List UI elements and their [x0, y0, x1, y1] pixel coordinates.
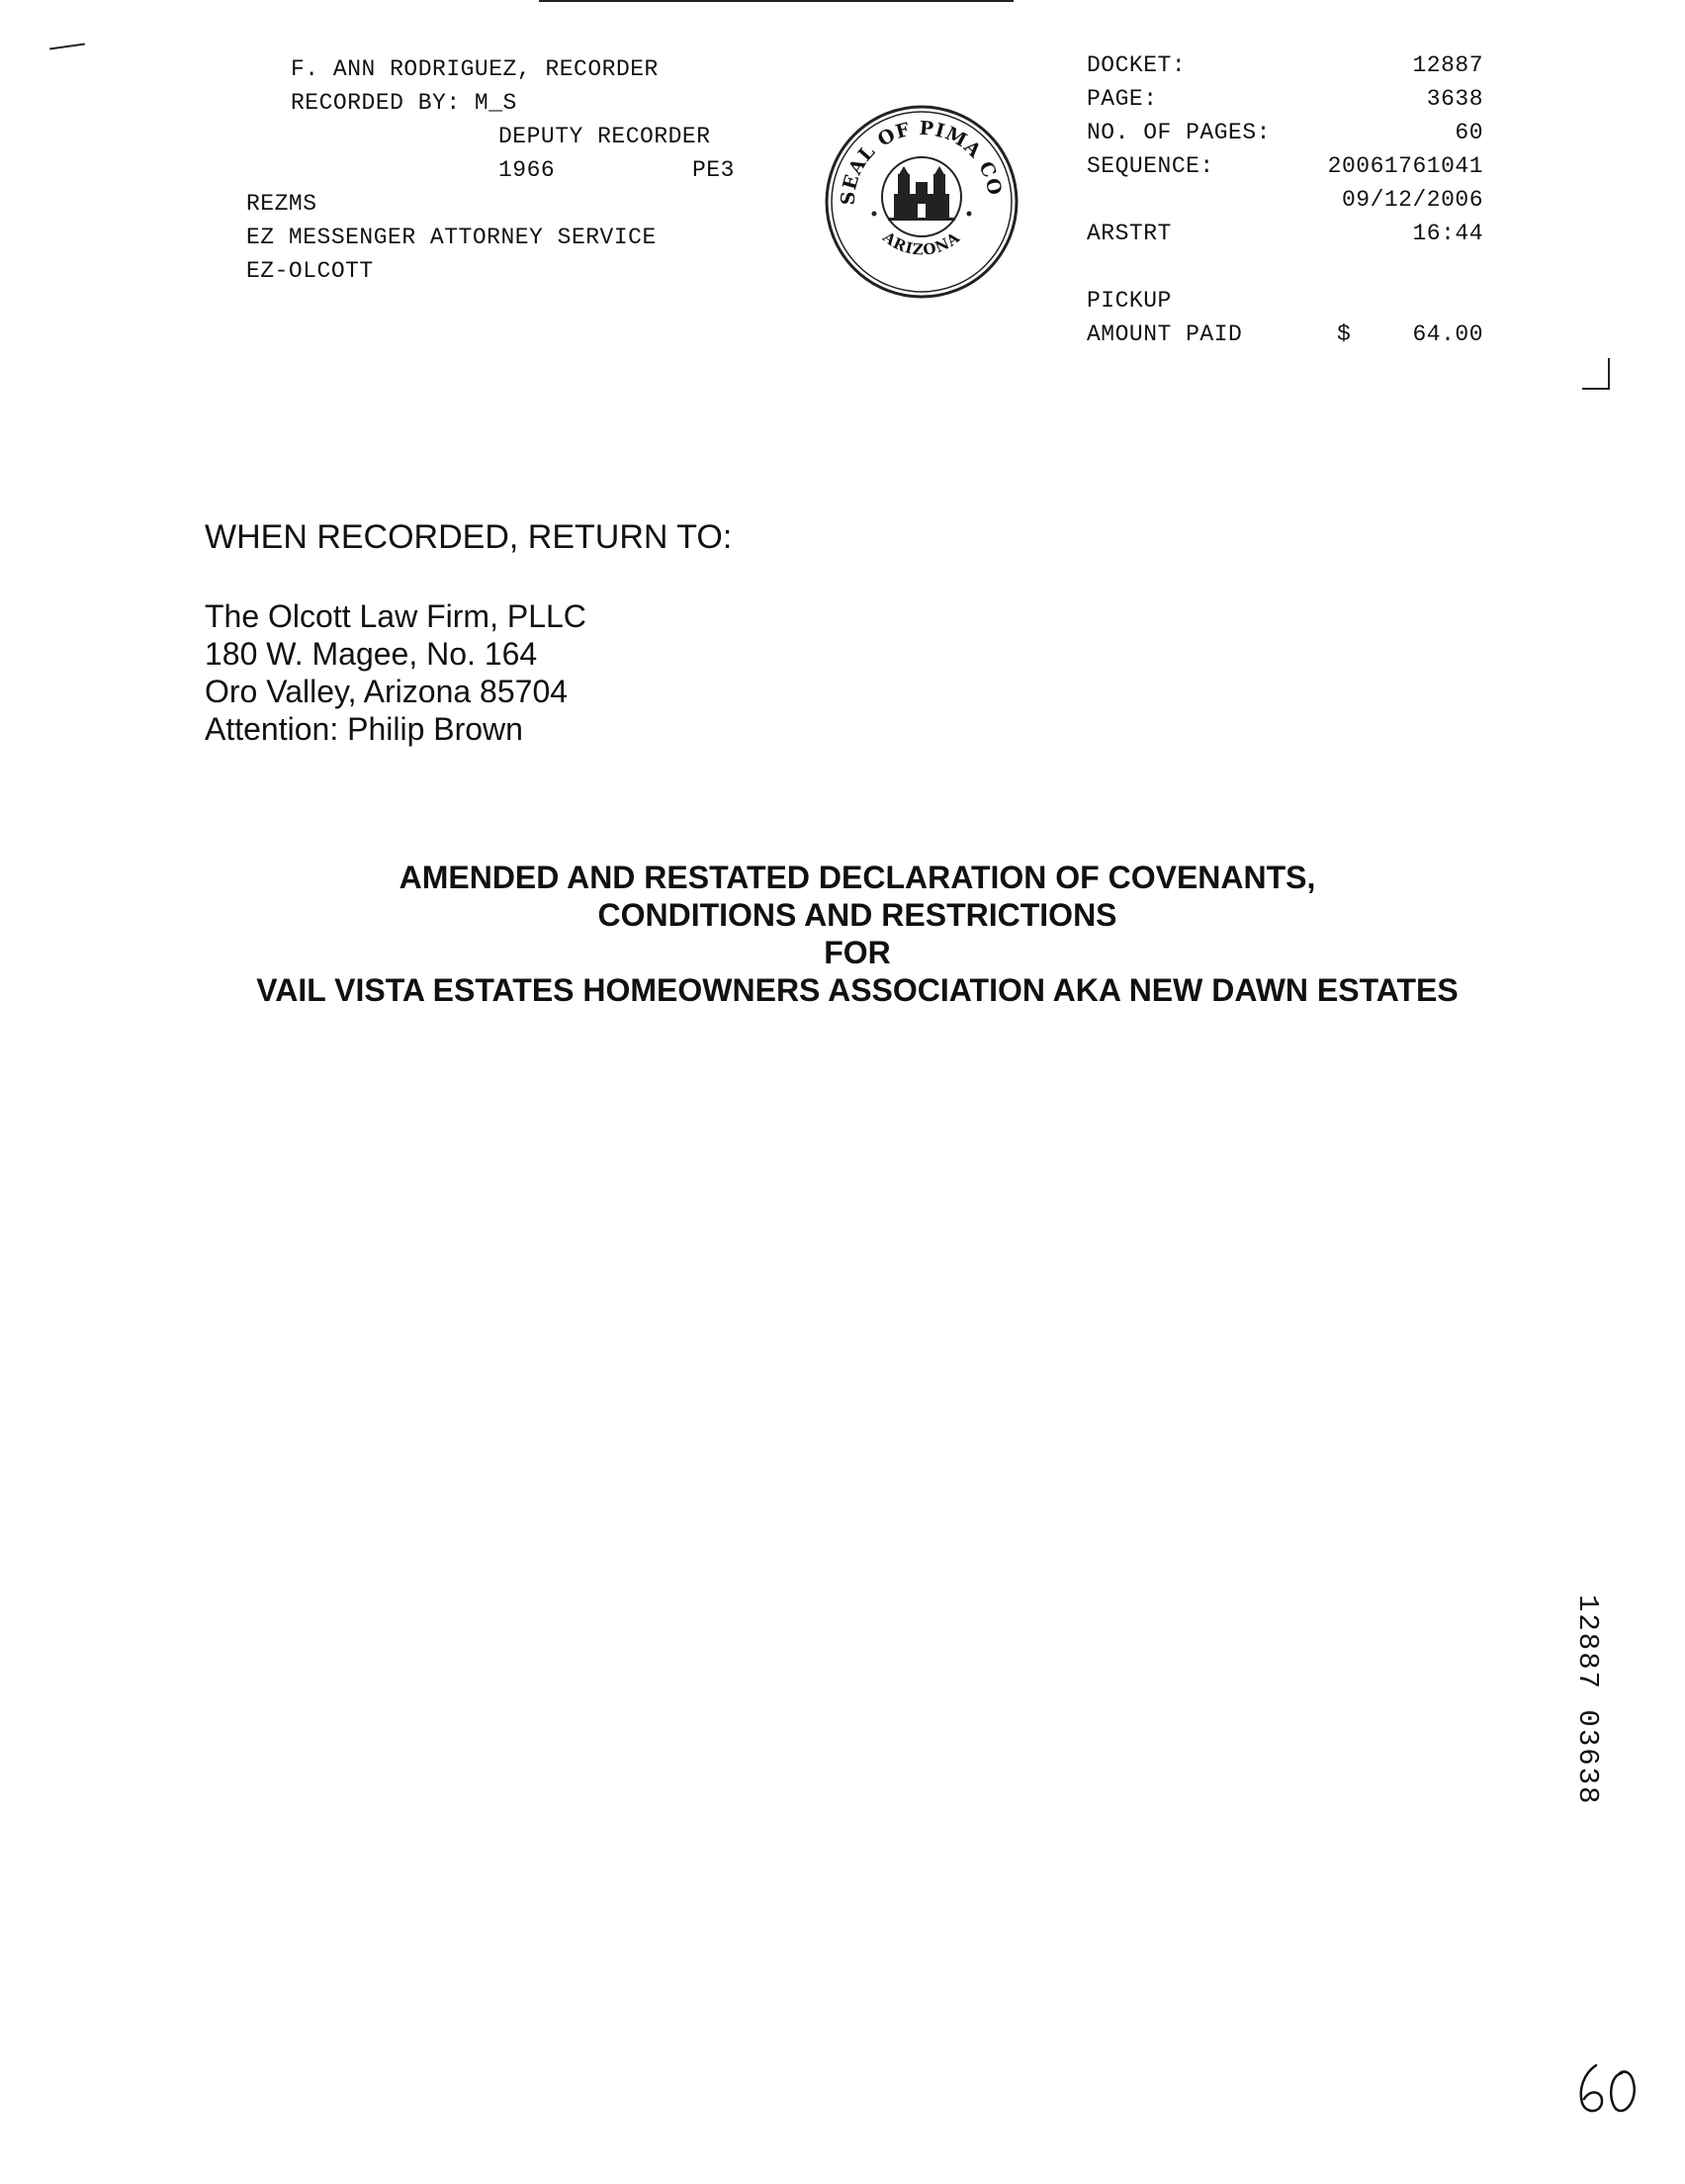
recorder-name: F. ANN RODRIGUEZ, RECORDER: [291, 56, 659, 82]
page-label: PAGE:: [1087, 86, 1158, 112]
seal-graphic: [823, 103, 1020, 301]
sequence-value: 20061761041: [1327, 153, 1483, 179]
record-time: 16:44: [1412, 221, 1483, 246]
svg-text:THE SEAL OF PIMA COUNTY: [823, 103, 1006, 206]
scan-artifact-bracket: [1608, 358, 1610, 388]
scan-artifact-topleft: [49, 44, 85, 50]
title-line: CONDITIONS AND RESTRICTIONS: [597, 897, 1117, 933]
return-address-line: The Olcott Law Firm, PLLC: [205, 598, 586, 634]
pages-value: 60: [1455, 120, 1483, 145]
document-title: [0, 859, 1685, 1009]
return-address-line: Oro Valley, Arizona 85704: [205, 674, 569, 709]
page-value: 3638: [1426, 86, 1483, 112]
deputy-recorder: DEPUTY RECORDER: [498, 124, 711, 149]
seal-text-bottom: ARIZONA: [879, 228, 964, 259]
sequence-label: SEQUENCE:: [1087, 153, 1214, 179]
seal-text-top: SEAL OF PIMA CO: [837, 117, 1007, 206]
pages-label: NO. OF PAGES:: [1087, 120, 1271, 145]
return-address-line: Attention: Philip Brown: [205, 711, 523, 747]
messenger-account: EZ-OLCOTT: [246, 258, 374, 284]
docket-label: DOCKET:: [1087, 52, 1187, 78]
record-date: 09/12/2006: [1341, 187, 1483, 213]
handwritten-page-number: [1574, 2059, 1643, 2119]
recorder-code-left: 1966: [498, 157, 556, 183]
side-stamp: 12887 03638: [1571, 1594, 1604, 1806]
return-to-heading: WHEN RECORDED, RETURN TO:: [205, 518, 733, 556]
rezms-code: REZMS: [246, 191, 317, 217]
handwritten-60-graphic: [1574, 2059, 1643, 2119]
svg-text:ARIZONA: [879, 228, 964, 259]
seal-building-icon: [888, 166, 955, 221]
docket-value: 12887: [1412, 52, 1483, 78]
return-address-line: 180 W. Magee, No. 164: [205, 636, 538, 672]
title-line: VAIL VISTA ESTATES HOMEOWNERS ASSOCIATION AKA NEW DAWN ESTATES: [256, 972, 1459, 1008]
county-seal: [823, 103, 1020, 301]
recorder-code-right: PE3: [692, 157, 735, 183]
scan-artifact-topline: [539, 0, 1014, 2]
title-line: AMENDED AND RESTATED DECLARATION OF COVENANTS,: [399, 860, 1316, 895]
title-line: FOR: [824, 935, 891, 970]
recorded-by: RECORDED BY: M_S: [291, 90, 517, 116]
scan-artifact-bracket-foot: [1582, 388, 1610, 390]
amount-currency: $: [1337, 321, 1352, 347]
amount-value: 64.00: [1412, 321, 1483, 347]
arstrt-label: ARSTRT: [1087, 221, 1172, 246]
messenger-service: EZ MESSENGER ATTORNEY SERVICE: [246, 225, 657, 250]
amount-label: AMOUNT PAID: [1087, 321, 1243, 347]
pickup-label: PICKUP: [1087, 288, 1172, 314]
